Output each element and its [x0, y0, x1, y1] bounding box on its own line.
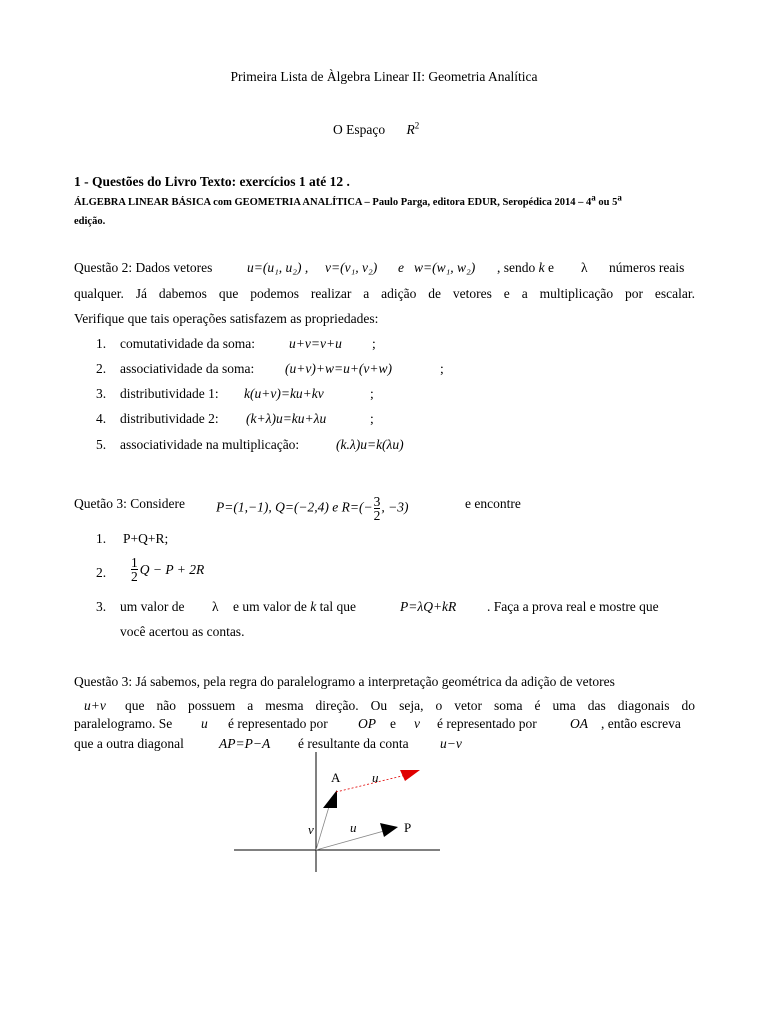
- q2-prop-num: 4.: [96, 411, 107, 426]
- label-u-bottom: u: [350, 820, 357, 835]
- q2-prop-num: 2.: [96, 361, 107, 376]
- q3a-item3-b-text: e um valor de: [233, 599, 307, 614]
- q3b-line3-v: v: [414, 716, 420, 731]
- q3a-item2-frac-num: 1: [131, 555, 138, 570]
- q3a-item3-formula: P=λQ+kR: [400, 599, 457, 614]
- reference-ordinal-2: a: [617, 192, 622, 203]
- red-dashed-line: [336, 775, 406, 792]
- book-reference: [74, 194, 622, 212]
- vector-u-arrowhead: [380, 823, 398, 837]
- q2-mid: [497, 259, 554, 277]
- q3b-line2-formula: u+v: [84, 698, 106, 713]
- q2-prop-end: ;: [370, 411, 374, 426]
- q3a-item3-d: . Faça a prova real e mostre que: [487, 599, 659, 614]
- q3a-item-text: P+Q+R;: [123, 531, 169, 546]
- q3a-formula: [216, 495, 408, 522]
- q3b-line3-op: OP: [358, 716, 376, 731]
- q2-intro: Questão 2: Dados vetores: [74, 260, 213, 275]
- label-P: P: [404, 820, 412, 835]
- q3a-item3-c: tal que: [319, 599, 356, 614]
- q2-prop-label: associatividade da soma:: [120, 361, 255, 376]
- q2-end: números reais: [609, 260, 685, 275]
- book-reference-edition: edição.: [74, 216, 106, 227]
- parallelogram-diagram: [228, 748, 448, 878]
- reference-text: ÁLGEBRA LINEAR BÁSICA com GEOMETRIA ANALÍTICA – Paulo Parga, editora EDUR, Seropédica 2014 – 4: [74, 197, 592, 208]
- q2-line2: qualquer. Já dabemos que podemos realizar a adição de vetores e a multiplicação por escalar.: [74, 286, 695, 301]
- q2-prop-num: 3.: [96, 386, 107, 401]
- q3b-line3-c: e: [390, 716, 396, 731]
- q3a-formula-b: , −3): [381, 499, 409, 515]
- q3b-line3-d: é representado por: [437, 716, 537, 731]
- page-subtitle: [333, 121, 419, 139]
- section-heading: 1 - Questões do Livro Texto: exercícios 1 até 12 .: [74, 174, 350, 189]
- subtitle-exponent: 2: [414, 120, 420, 131]
- q3b-line3-b: é representado por: [228, 716, 328, 731]
- q3b-line3-oa: OA: [570, 716, 588, 731]
- q2-prop-formula: (u+v)+w=u+(v+w): [285, 361, 393, 376]
- q3a-frac-num: 3: [373, 494, 381, 509]
- q3a-item2-fraction: [131, 556, 138, 583]
- q2-prop-label: comutatividade da soma:: [120, 336, 255, 351]
- q3a-item-num: 1.: [96, 531, 107, 546]
- q3b-line4-formula: AP=P−A: [219, 736, 271, 751]
- red-arrowhead: [400, 770, 420, 781]
- q3b-line1: Questão 3: Já sabemos, pela regra do paralelogramo a interpretação geométrica da adição de vetores: [74, 674, 615, 689]
- q3a-frac-den: 2: [373, 508, 381, 523]
- q2-prop-formula: (k+λ)u=ku+λu: [246, 411, 327, 426]
- reference-mid: ou 5: [595, 197, 618, 208]
- q2-prop-end: ;: [370, 386, 374, 401]
- q3b-line3-e: , então escreva: [601, 716, 681, 731]
- subtitle-math: R: [406, 122, 415, 137]
- q3a-intro: Quetão 3: Considere: [74, 496, 185, 511]
- q2-conj: e: [398, 260, 404, 275]
- q3b-line4-formula2: u−v: [440, 736, 462, 751]
- q3a-item2-text: Q − P + 2R: [139, 562, 205, 577]
- q3a-item3-lambda: λ: [212, 599, 219, 614]
- vector-v-arrowhead: [323, 790, 337, 808]
- reference-ordinal-1: a: [591, 192, 596, 203]
- label-A: A: [331, 770, 341, 785]
- q3a-item2-formula: [131, 556, 204, 583]
- q2-prop-num: 5.: [96, 437, 107, 452]
- q3b-line4-b: é resultante da conta: [298, 736, 409, 751]
- q3b-line3-u: u: [201, 716, 208, 731]
- subtitle-text: O Espaço: [333, 122, 386, 137]
- q2-vector-v: v=(v₁, v₂): [325, 260, 378, 275]
- q3a-item-num: 2.: [96, 565, 107, 580]
- q3a-item3-line2: você acertou as contas.: [120, 624, 245, 639]
- q3a-item2-frac-den: 2: [131, 569, 138, 584]
- q2-prop-formula: u+v=v+u: [289, 336, 342, 351]
- q2-prop-label: associatividade na multiplicação:: [120, 437, 300, 452]
- q2-prop-formula: k(u+v)=ku+kv: [244, 386, 324, 401]
- q3a-end: e encontre: [465, 496, 521, 511]
- q3b-line4-a: que a outra diagonal: [74, 736, 184, 751]
- q2-prop-label: distributividade 1:: [120, 386, 219, 401]
- q2-prop-end: ;: [372, 336, 376, 351]
- label-u-top: u: [372, 770, 379, 785]
- q2-vector-w: w=(w₁, w₂): [414, 260, 476, 275]
- q3b-line2-text: que não possuem a mesma direção. Ou seja, o vetor soma é uma das diagonais do: [125, 698, 695, 713]
- q2-mid-text: , sendo: [497, 260, 536, 275]
- q2-prop-end: ;: [440, 361, 444, 376]
- page-title: Primeira Lista de Àlgebra Linear II: Geometria Analítica: [230, 69, 538, 84]
- q3a-item3-a: um valor de: [120, 599, 185, 614]
- q3a-item3-num: 3.: [96, 599, 107, 614]
- q2-k: k: [538, 260, 545, 275]
- q2-vector-u: u=(u₁, u₂) ,: [247, 260, 309, 275]
- q2-e: e: [548, 260, 554, 275]
- q2-prop-label: distributividade 2:: [120, 411, 219, 426]
- q3b-line3-a: paralelogramo. Se: [74, 716, 173, 731]
- q2-lambda: λ: [581, 260, 588, 275]
- q3a-item3-k: k: [310, 599, 317, 614]
- q2-prop-num: 1.: [96, 336, 107, 351]
- q2-prop-formula: (k.λ)u=k(λu): [336, 437, 404, 452]
- q3a-formula-a: P=(1,−1), Q=(−2,4) e R=(−: [216, 499, 373, 515]
- label-v: v: [308, 822, 314, 837]
- q3a-item3-b: [233, 598, 356, 616]
- q3a-fraction: [374, 495, 381, 522]
- q2-line3: Verifique que tais operações satisfazem as propriedades:: [74, 311, 379, 326]
